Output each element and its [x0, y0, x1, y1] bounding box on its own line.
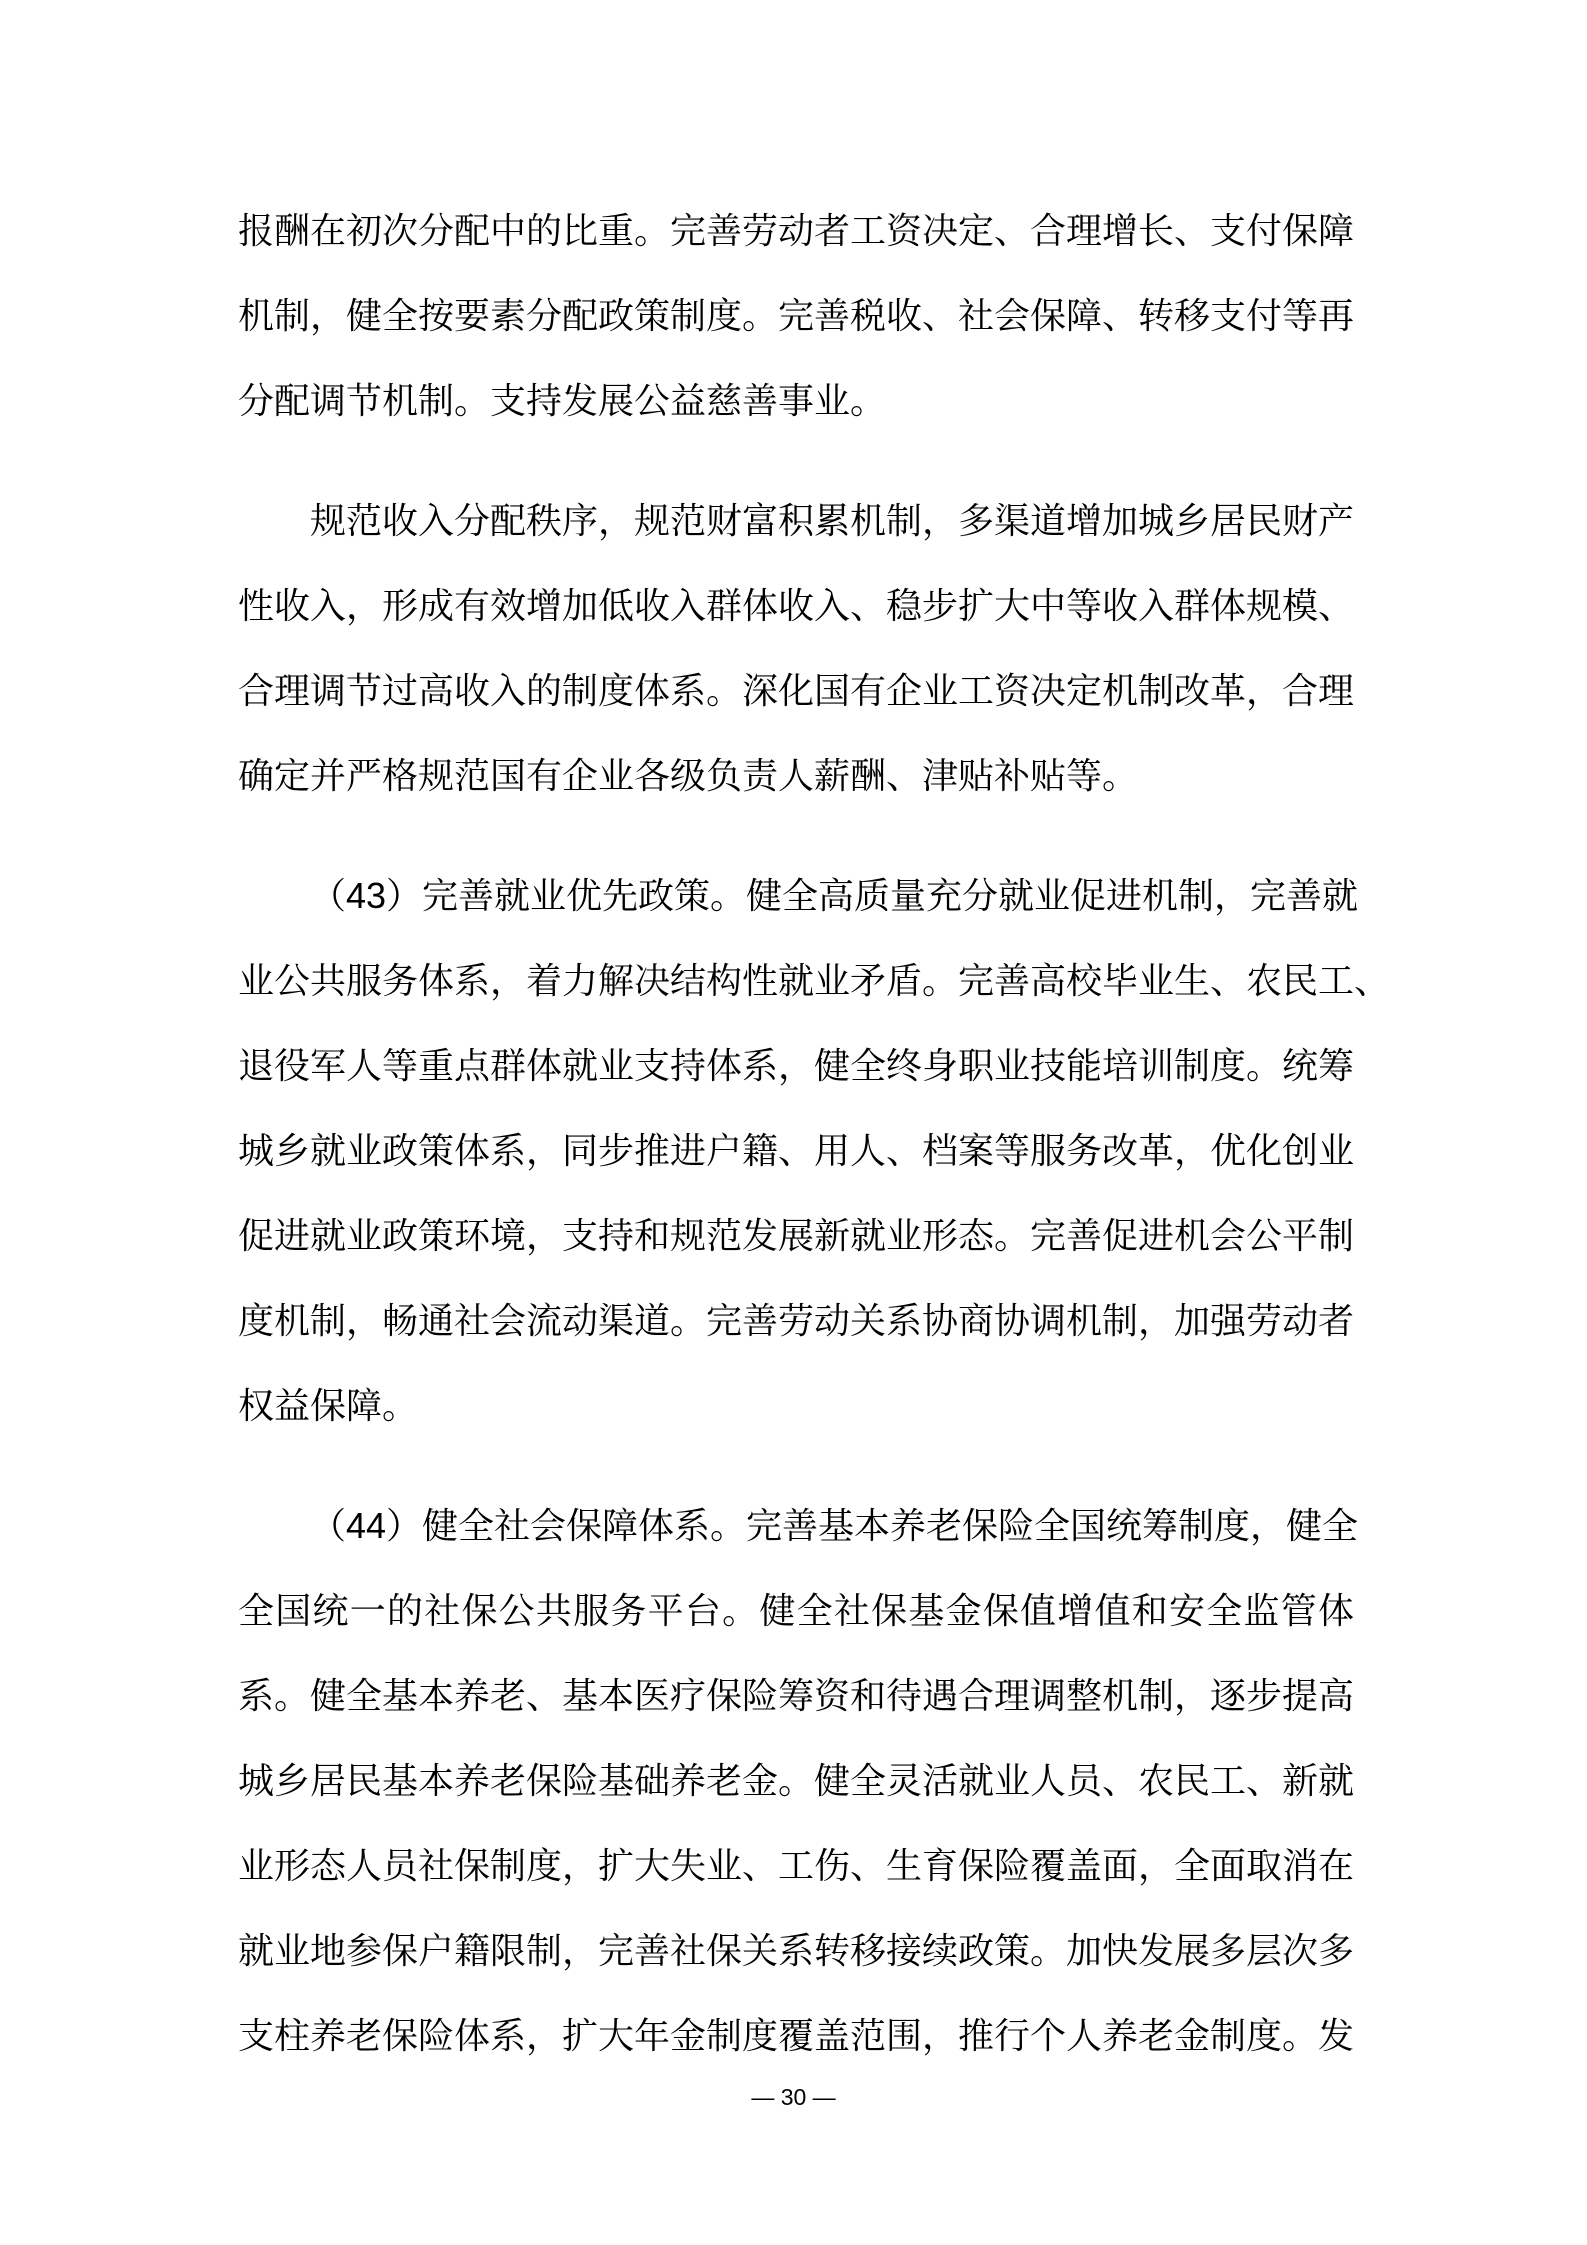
paragraph — [238, 1483, 1359, 2078]
text-line: 报酬在初次分配中的比重。完善劳动者工资决定、合理增长、支付保障 — [238, 210, 1355, 251]
text-line: 促进就业政策环境，支持和规范发展新就业形态。完善促进机会公平制 — [238, 1215, 1355, 1256]
text-line: 确定并严格规范国有企业各级负责人薪酬、津贴补贴等。 — [238, 755, 1139, 796]
paragraph — [238, 853, 1391, 1448]
paragraph — [238, 478, 1354, 818]
text-line: 系。健全基本养老、基本医疗保险筹资和待遇合理调整机制，逐步提高 — [238, 1675, 1355, 1716]
text-line: 城乡就业政策体系，同步推进户籍、用人、档案等服务改革，优化创业 — [238, 1130, 1355, 1171]
text-line: （43）完善就业优先政策。健全高质量充分就业促进机制，完善就 — [310, 875, 1359, 916]
text-line: （44）健全社会保障体系。完善基本养老保险全国统筹制度，健全 — [310, 1505, 1359, 1546]
page-number: — 30 — — [751, 2084, 836, 2110]
text-line: 全国统一的社保公共服务平台。健全社保基金保值增值和安全监管体 — [238, 1590, 1354, 1631]
text-line: 业形态人员社保制度，扩大失业、工伤、生育保险覆盖面，全面取消在 — [238, 1845, 1355, 1886]
text-line: 退役军人等重点群体就业支持体系，健全终身职业技能培训制度。统筹 — [238, 1045, 1355, 1086]
text-line: 机制，健全按要素分配政策制度。完善税收、社会保障、转移支付等再 — [238, 295, 1355, 336]
text-line: 权益保障。 — [238, 1385, 419, 1426]
text-line: 业公共服务体系，着力解决结构性就业矛盾。完善高校毕业生、农民工、 — [238, 960, 1391, 1001]
text-line: 规范收入分配秩序，规范财富积累机制，多渠道增加城乡居民财产 — [310, 500, 1355, 541]
text-line: 分配调节机制。支持发展公益慈善事业。 — [238, 380, 887, 421]
text-line: 就业地参保户籍限制，完善社保关系转移接续政策。加快发展多层次多 — [238, 1930, 1355, 1971]
text-line: 支柱养老保险体系，扩大年金制度覆盖范围，推行个人养老金制度。发 — [238, 2015, 1355, 2056]
paragraph — [238, 188, 1354, 443]
text-line: 性收入，形成有效增加低收入群体收入、稳步扩大中等收入群体规模、 — [238, 585, 1355, 626]
text-line: 合理调节过高收入的制度体系。深化国有企业工资决定机制改革，合理 — [238, 670, 1355, 711]
document-body — [238, 188, 1391, 2078]
text-line: 城乡居民基本养老保险基础养老金。健全灵活就业人员、农民工、新就 — [238, 1760, 1355, 1801]
text-line: 度机制，畅通社会流动渠道。完善劳动关系协商协调机制，加强劳动者 — [238, 1300, 1355, 1341]
